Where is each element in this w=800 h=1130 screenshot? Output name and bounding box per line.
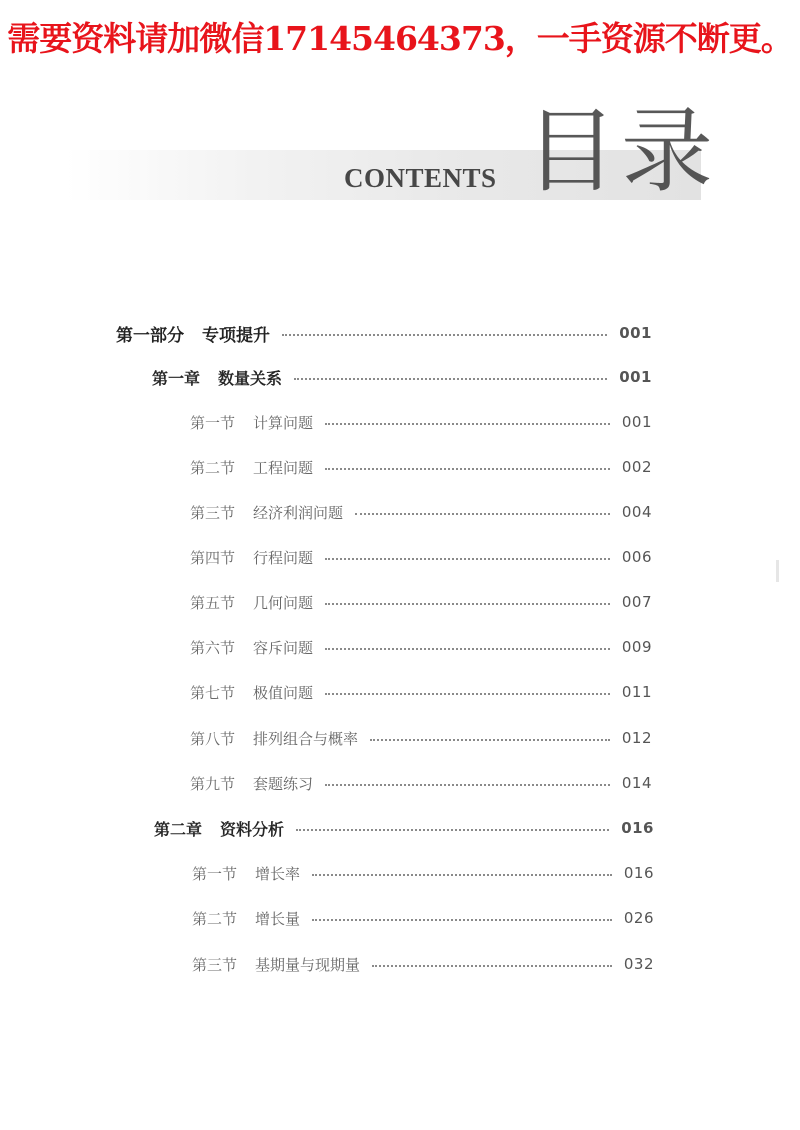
toc-entry-title: 第六节 容斥问题: [190, 638, 314, 657]
toc-page-number: 011: [621, 683, 652, 701]
toc-entry-section[interactable]: [192, 903, 654, 933]
dot-leader: [325, 468, 610, 470]
toc-page-number: 009: [621, 638, 652, 656]
dot-leader: [325, 693, 610, 695]
toc-entry-section[interactable]: [190, 677, 652, 707]
toc-entry-section[interactable]: [190, 407, 652, 437]
toc-entry-title: 第一部分 专项提升: [116, 325, 270, 346]
dot-leader: [325, 784, 610, 786]
toc-entry-chapter2[interactable]: [154, 813, 654, 843]
dot-leader: [294, 378, 607, 380]
dot-leader: [355, 513, 610, 515]
toc-page-number: 016: [623, 864, 654, 882]
dot-leader: [296, 829, 609, 831]
dot-leader: [282, 334, 607, 336]
dot-leader: [372, 965, 612, 967]
toc-entry-title: 第二节 工程问题: [190, 458, 314, 477]
dot-leader: [370, 739, 610, 741]
toc-entry-title: 第一节 计算问题: [190, 413, 314, 432]
toc-page-number: 007: [621, 593, 652, 611]
toc-page-number: 001: [619, 368, 652, 386]
toc-entry-section[interactable]: [190, 452, 652, 482]
scan-edge-mark: [776, 560, 779, 582]
toc-page-number: 016: [621, 819, 654, 837]
toc-page-number: 006: [621, 548, 652, 566]
toc-entry-title: 第四节 行程问题: [190, 548, 314, 567]
dot-leader: [312, 919, 612, 921]
header-title-cn: 目录: [525, 98, 718, 205]
toc-page-number: 026: [623, 909, 654, 927]
toc-entry-section[interactable]: [192, 949, 654, 979]
toc-entry-part1[interactable]: [116, 318, 652, 348]
toc-entry-section[interactable]: [190, 587, 652, 617]
toc-entry-title: 第一节 增长率: [192, 864, 301, 883]
toc-entry-title: 第三节 经济利润问题: [190, 503, 344, 522]
dot-leader: [325, 603, 610, 605]
toc-page-number: 032: [623, 955, 654, 973]
toc-page-number: 002: [621, 458, 652, 476]
toc-page-number: 001: [619, 324, 652, 342]
toc-entry-title: 第五节 几何问题: [190, 593, 314, 612]
toc-entry-title: 第二节 增长量: [192, 909, 301, 928]
toc-entry-chapter1[interactable]: [152, 362, 652, 392]
toc-entry-title: 第七节 极值问题: [190, 683, 314, 702]
dot-leader: [312, 874, 612, 876]
toc-entry-section[interactable]: [190, 723, 652, 753]
toc-page-number: 012: [621, 729, 652, 747]
toc-entry-title: 第八节 排列组合与概率: [190, 729, 359, 748]
dot-leader: [325, 558, 610, 560]
header-title-en: CONTENTS: [344, 163, 497, 193]
toc-entry-title: 第二章 资料分析: [154, 819, 285, 839]
toc-entry-section[interactable]: [190, 542, 652, 572]
dot-leader: [325, 423, 610, 425]
toc-entry-title: 第三节 基期量与现期量: [192, 955, 361, 974]
toc-entry-section[interactable]: [190, 768, 652, 798]
toc-page-number: 004: [621, 503, 652, 521]
toc-entry-section[interactable]: [192, 858, 654, 888]
toc-entry-title: 第九节 套题练习: [190, 774, 314, 793]
toc-entry-section[interactable]: [190, 632, 652, 662]
toc-page-number: 014: [621, 774, 652, 792]
promo-banner: 需要资料请加微信17145464373，一手资源不断更。: [7, 19, 793, 58]
dot-leader: [325, 648, 610, 650]
toc-entry-section[interactable]: [190, 497, 652, 527]
toc-page-number: 001: [621, 413, 652, 431]
toc-entry-title: 第一章 数量关系: [152, 368, 283, 388]
